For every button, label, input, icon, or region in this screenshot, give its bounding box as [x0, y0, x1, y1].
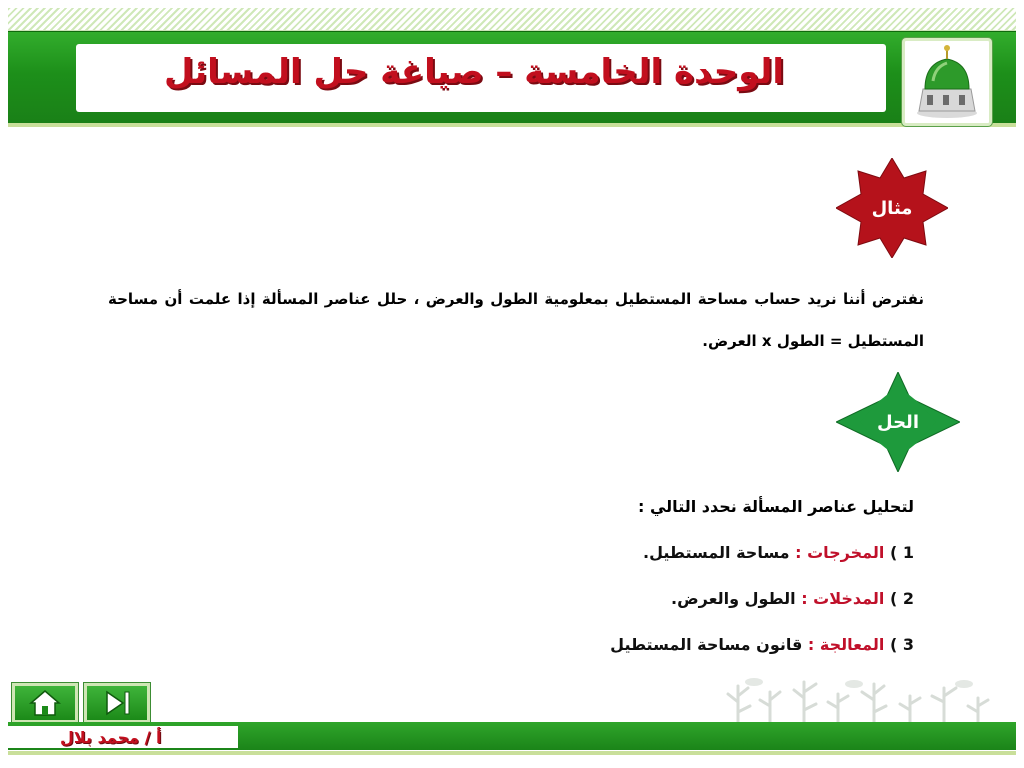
item-desc: قانون مساحة المستطيل [610, 635, 803, 654]
item-number: 3 ) [889, 635, 914, 654]
list-item [354, 630, 914, 676]
next-slide-icon [87, 686, 147, 720]
header-stripes [8, 8, 1016, 31]
item-desc: مساحة المستطيل. [643, 543, 790, 562]
page-title: الوحدة الخامسة – صياغة حل المسائل [164, 52, 784, 92]
author-name: أ / محمد بلال [60, 728, 162, 747]
mosque-dome-icon [902, 38, 992, 126]
solution-label: الحل [877, 411, 919, 433]
list-item [354, 584, 914, 630]
item-number: 2 ) [889, 589, 914, 608]
solution-list [354, 492, 914, 676]
home-icon [15, 686, 75, 720]
list-item [354, 538, 914, 584]
item-term: المخرجات : [795, 543, 885, 562]
item-number: 1 ) [889, 543, 914, 562]
solution-badge [836, 372, 960, 472]
decorative-plants-icon [724, 672, 1008, 726]
problem-text: نفترض أننا نريد حساب مساحة المستطيل بمعلومية الطول والعرض ، حلل عناصر المسألة إذا علمت أن مساحة المستطيل = الطول x العرض. [108, 290, 924, 350]
footer-underline [8, 751, 1016, 755]
item-term: المعالجة : [807, 635, 885, 654]
item-desc: الطول والعرض. [671, 589, 796, 608]
solution-intro: لتحليل عناصر المسألة نحدد التالي : [638, 497, 914, 516]
example-badge [836, 158, 948, 258]
item-term: المدخلات : [801, 589, 885, 608]
example-label: مثال [871, 197, 913, 219]
header-underline [8, 123, 1016, 127]
home-button[interactable] [12, 683, 78, 723]
next-slide-button[interactable] [84, 683, 150, 723]
